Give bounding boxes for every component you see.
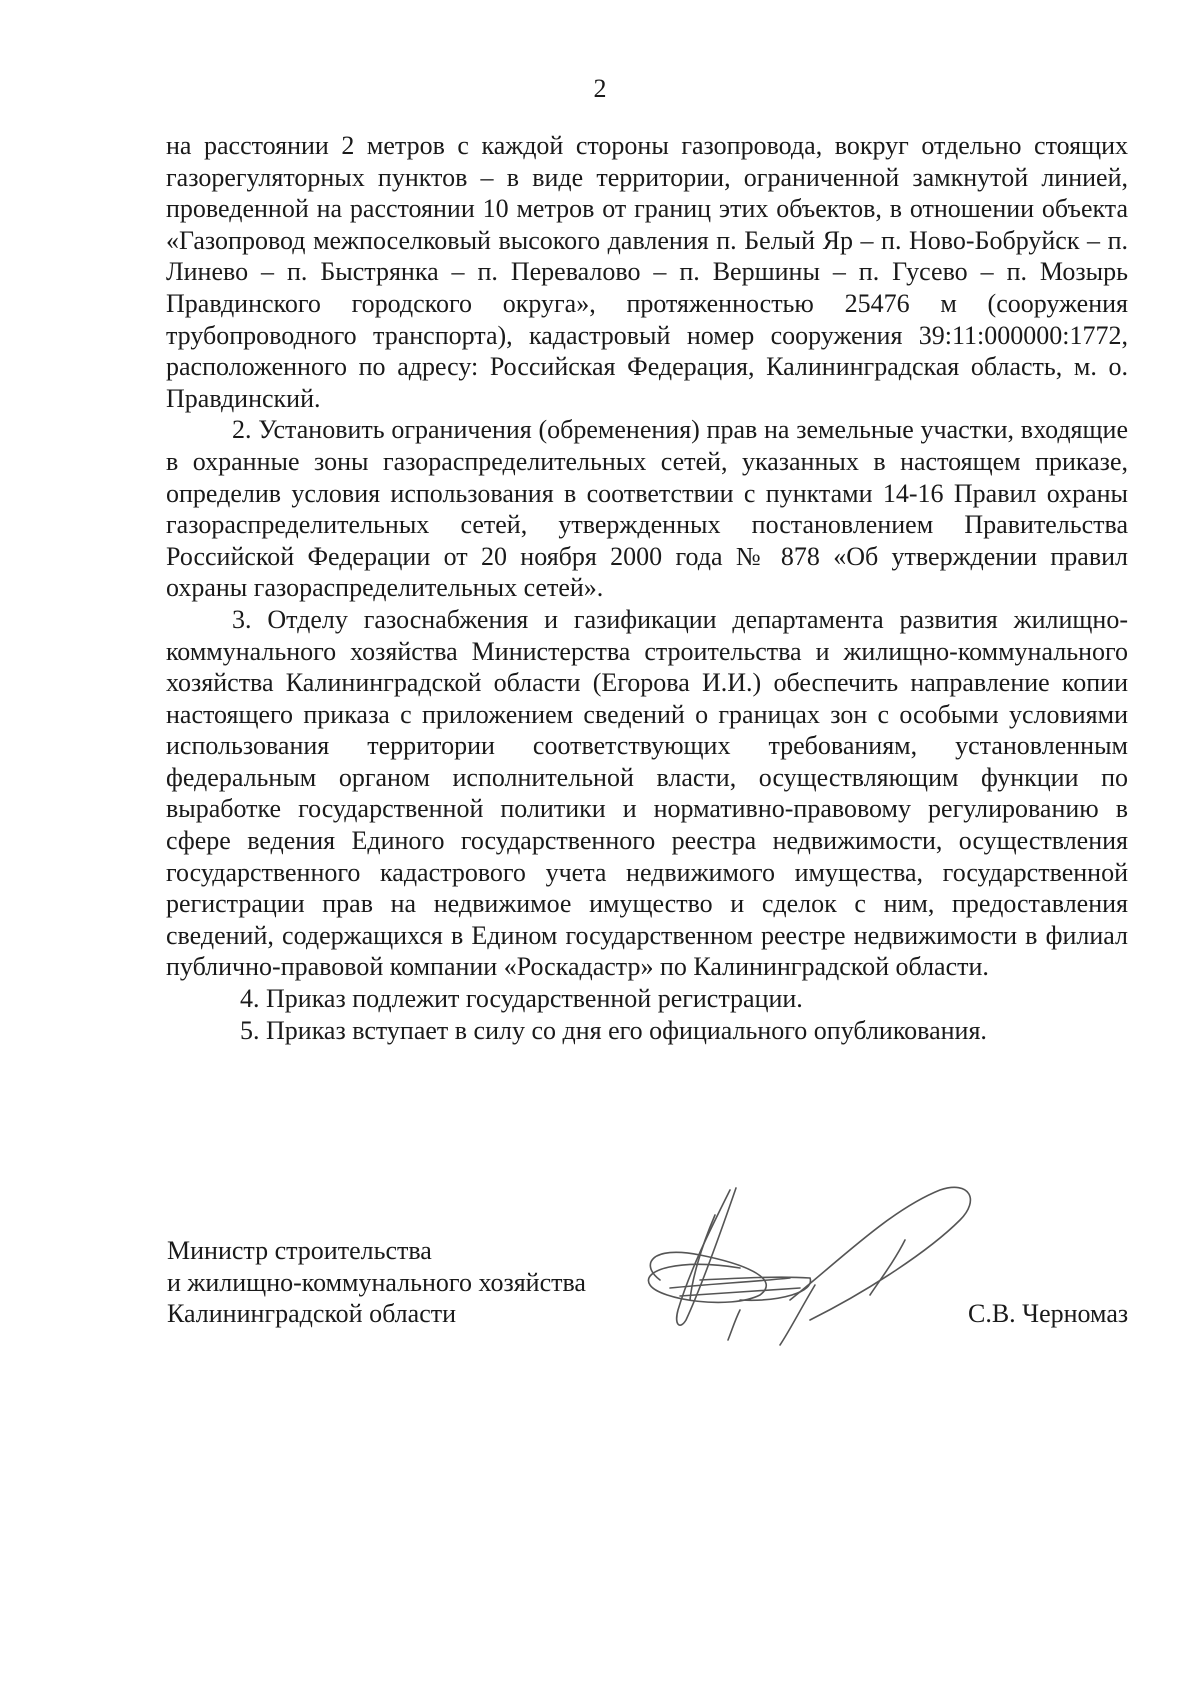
page-number: 2 xyxy=(593,74,607,103)
handwritten-signature xyxy=(640,1160,1020,1360)
signer-name: С.В. Черномаз xyxy=(968,1299,1129,1328)
document-body xyxy=(166,130,1128,1046)
signer-title-line-2: и жилищно-коммунального хозяйства xyxy=(167,1267,586,1297)
signer-title-line-1: Министр строительства xyxy=(167,1236,432,1265)
paragraph-item-3: 3. Отделу газоснабжения и газификации департамента развития жилищно-коммунального хозяйства Министерства строительства и жилищно-коммунального хозяйства Калининградской области (Егорова И.И.) обеспечить направление копии настоящего приказа с приложением сведений о границах зон с особыми условиями использования территории соответствующих требованиям, установленным федеральным органом исполнительной власти, осуществляющим функции по выработке государственной политики и нормативно-правовому регулированию в сфере ведения Единого государственного реестра недвижимости, осуществления государственного кадастрового учета недвижимого имущества, государственной регистрации прав на недвижимое имущество и сделок с ним, предоставления сведений, содержащихся в Едином государственном реестре недвижимости в филиал публично-правовой компании «Роскадастр» по Калининградской области. xyxy=(166,604,1128,982)
paragraph-item-4: 4. Приказ подлежит государственной регистрации. xyxy=(240,984,803,1014)
paragraph-continuation: на расстоянии 2 метров с каждой стороны газопровода, вокруг отдельно стоящих газорегуляторных пунктов – в виде территории, ограниченной замкнутой линией, проведенной на расстоянии 10 метров от границ этих объектов, в отношении объекта «Газопровод межпоселковый высокого давления п. Белый Яр – п. Ново-Бобруйск – п. Линево – п. Быстрянка – п. Перевалово – п. Вершины – п. Гусево – п. Мозырь Правдинского городского округа», протяженностью 25476 м (сооружения трубопроводного транспорта), кадастровый номер сооружения 39:11:000000:1772, расположенного по адресу: Российская Федерация, Калининградская область, м. о. Правдинский. xyxy=(166,131,1128,413)
signer-title-line-3: Калининградской области xyxy=(167,1299,457,1329)
paragraph-item-2: 2. Установить ограничения (обременения) прав на земельные участки, входящие в охранные зоны газораспределительных сетей, указанных в настоящем приказе, определив условия использования в соответствии с пунктами 14-16 Правил охраны газораспределительных сетей, утвержденных постановлением Правительства Российской Федерации от 20 ноября 2000 года № 878 «Об утверждении правил охраны газораспределительных сетей». xyxy=(166,415,1128,603)
signer-title-block xyxy=(167,1235,586,1330)
paragraph-item-5: 5. Приказ вступает в силу со дня его официального опубликования. xyxy=(240,1015,987,1045)
